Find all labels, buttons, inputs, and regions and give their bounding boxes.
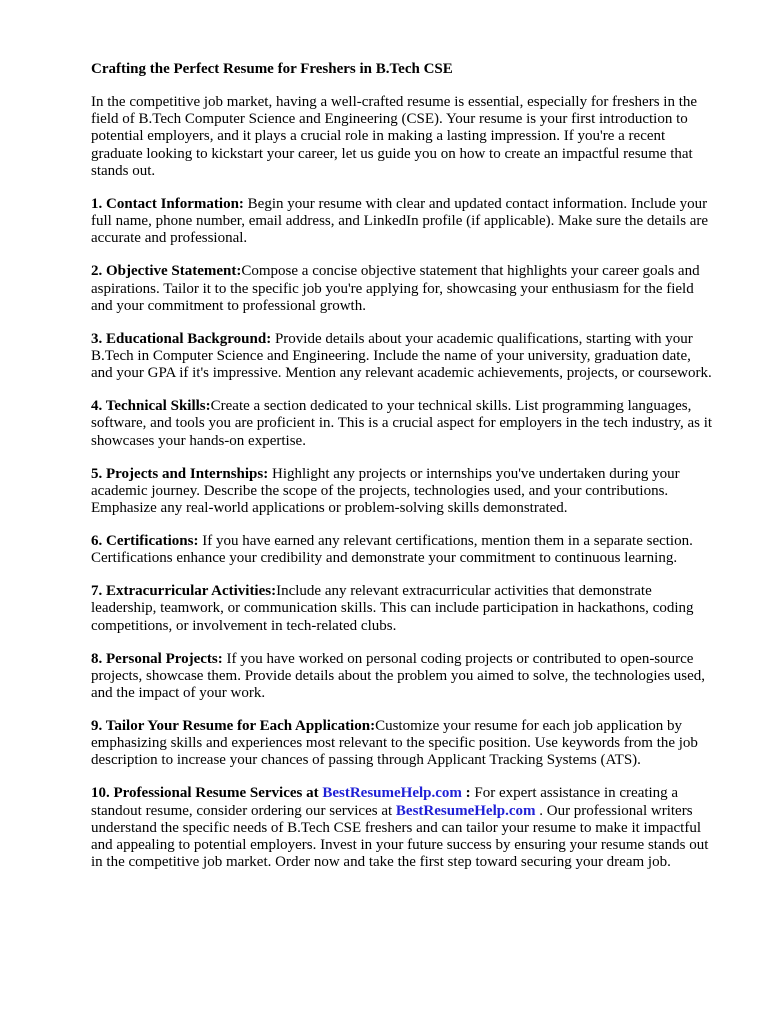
section-technical-skills [91, 398, 716, 450]
section-body: Begin your resume with clear and updated contact information. Include your full name, phone number, email address, and LinkedIn profile (if applicable). Make sure the details are accurate and professional. [91, 196, 709, 247]
section-body: If you have earned any relevant certifications, mention them in a separate section. Certifications enhance your credibility and demonstrate your commitment to continuous learning. [91, 533, 693, 567]
section-professional-resume-services [91, 785, 716, 871]
section-heading: 6. Certifications: [91, 533, 199, 550]
section-tailor-resume [91, 718, 716, 770]
section-body: Customize your resume for each job application by emphasizing skills and experiences most relevant to the specific position. Use keywords from the job description to increase your chances of passing through Applicant Tracking Systems (ATS). [91, 718, 698, 769]
heading-colon: : [461, 785, 475, 802]
section-heading: 3. Educational Background: [91, 330, 272, 347]
section-heading: 1. Contact Information: [91, 196, 244, 213]
section-body: Highlight any projects or internships you've undertaken during your academic journey. Describe the scope of the projects, technologies used, and your contributions. Emphasize any real-world applications or problem-solving skills demonstrated. [91, 465, 680, 517]
section-heading: 5. Projects and Internships: [91, 465, 269, 482]
section-body: For expert assistance in creating a standout resume, consider ordering our services at [91, 785, 679, 819]
section-certifications [91, 533, 716, 567]
section-body: If you have worked on personal coding projects or contributed to open-source projects, showcase them. Provide details about the problem you aimed to solve, the technologies used, and the impact of your work. [91, 650, 706, 702]
section-extracurricular-activities [91, 583, 716, 635]
bestresumehelp-link-2[interactable]: BestResumeHelp.com [395, 802, 536, 819]
section-projects-internships [91, 466, 716, 518]
section-body: Provide details about your academic qualifications, starting with your B.Tech in Computer Science and Engineering. Include the name of your university, graduation date, and your GPA if it's impressive. Mention any relevant academic achievements, projects, or coursework. [91, 330, 712, 382]
section-objective-statement [91, 263, 716, 315]
bestresumehelp-link[interactable]: BestResumeHelp.com [322, 785, 462, 802]
section-heading: 7. Extracurricular Activities: [91, 583, 277, 600]
section-heading: 10. Professional Resume Services at [91, 785, 323, 802]
section-educational-background [91, 331, 716, 383]
document-title: Crafting the Perfect Resume for Freshers in B.Tech CSE [91, 61, 453, 77]
section-body: Create a section dedicated to your technical skills. List programming languages, software, and tools you are proficient in. This is a crucial aspect for employers in the tech industry, as it showcases your hands-on expertise. [91, 398, 713, 449]
section-personal-projects [91, 651, 716, 703]
section-contact-information [91, 196, 716, 248]
intro-paragraph: In the competitive job market, having a well-crafted resume is essential, especially for freshers in the field of B.Tech Computer Science and Engineering (CSE). Your resume is your first introduction to potential employers, and it plays a crucial role in making a lasting impression. If you're a recent graduate looking to kickstart your career, let us guide you on how to create an impactful resume that stands out. [91, 94, 698, 179]
section-heading: 9. Tailor Your Resume for Each Application: [91, 718, 376, 735]
section-body: Include any relevant extracurricular activities that demonstrate leadership, teamwork, or communication skills. This can include participation in hackathons, coding competitions, or involvement in tech-related clubs. [91, 583, 694, 634]
section-body-continued: . Our professional writers understand the specific needs of B.Tech CSE freshers and can tailor your resume to make it impactful and appealing to potential employers. Invest in your future success by ensuring your resume stands out in the competitive job market. Order now and take the first step toward securing your dream job. [91, 802, 709, 871]
section-heading: 4. Technical Skills: [91, 398, 211, 415]
section-heading: 2. Objective Statement: [91, 263, 242, 280]
section-heading: 8. Personal Projects: [91, 650, 223, 667]
section-body: Compose a concise objective statement that highlights your career goals and aspirations. Tailor it to the specific job you're applying for, showcasing your enthusiasm for the field and your commitment to professional growth. [91, 263, 700, 314]
